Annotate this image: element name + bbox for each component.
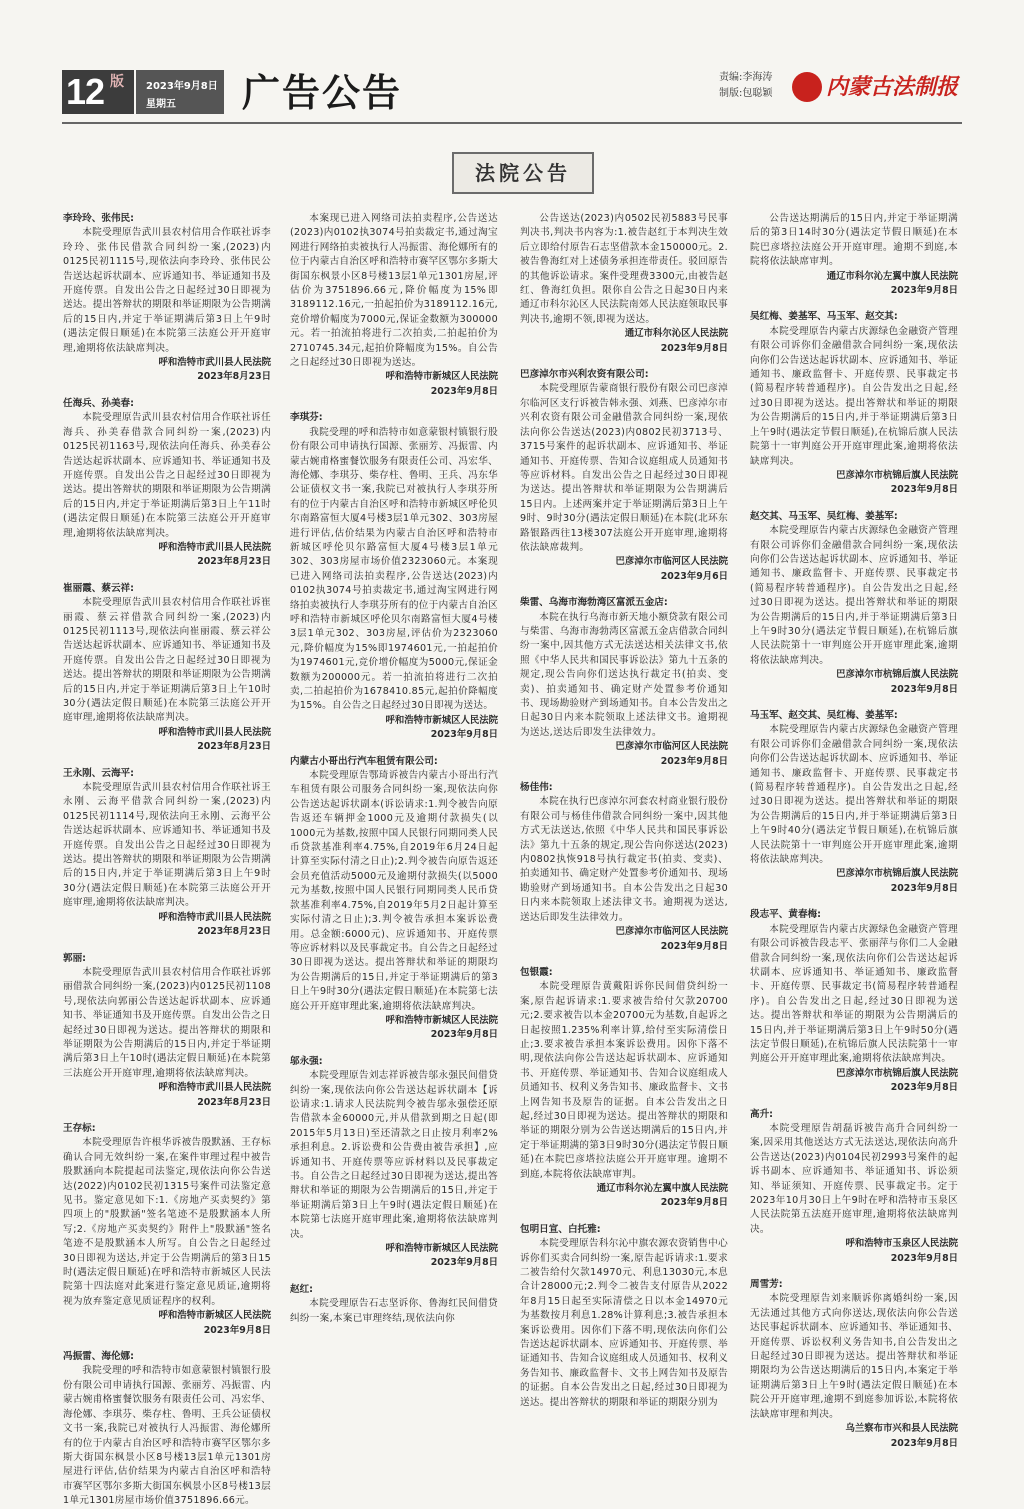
notice-body: 本案现已进入网络司法拍卖程序,公告送达(2023)内0102执3074号拍卖裁定书,通过淘宝网进行网络拍卖被执行人冯振雷、海伦娜所有的位于内蒙古自治区呼和浩特市赛罕区鄂尔多斯大街国东枫景小区8号楼13层1单元1301房屋,评估价为3751896.66元,降价幅度为15%即3189112.16元,一拍起拍价为3189112.16元,竞价增价幅度为7000元,保证金数额为300000元。若一拍流拍将进行二次拍卖,二拍起拍价为2710745.34元,起拍价降幅度为15%。自公告之日起经过30日即视为送达。 — [290, 213, 498, 369]
notice-party: 内蒙古小哥出行汽车租赁有限公司: — [290, 755, 438, 767]
court-notice — [750, 709, 958, 896]
editor-credits — [719, 70, 772, 102]
court-notice — [63, 212, 271, 385]
notice-body: 我院受理的呼和浩特市如意蒙银村镇银行股份有限公司申请执行国源、张丽芳、冯振雷、内蒙古婉甫格蜜餐饮服务有限责任公司、冯宏华、海伦娜、李琪芬、柴存柱、鲁明、王兵公证债权文书一案,我院已对被执行人冯振雷、海伦娜所有的位于内蒙古自治区呼和浩特市赛罕区鄂尔多斯大街国东枫景小区8号楼13层1单元1301房屋进行评估,估价结果为内蒙古自治区呼和浩特市赛罕区鄂尔多斯大街国东枫景小区8号楼13层1单元1301房屋市场价值3751896.66元。 — [63, 1365, 271, 1507]
notice-date: 2023年8月23日 — [197, 741, 271, 753]
notice-date: 2023年9月8日 — [203, 1324, 271, 1336]
notice-party: 李玲玲、张伟民: — [63, 213, 134, 224]
notice-column-2 — [290, 212, 498, 1480]
court-notice — [520, 596, 728, 769]
newspaper-logo — [792, 70, 992, 102]
notice-party: 王存标: — [63, 1122, 96, 1134]
notice-court: 巴彦淖尔市临河区人民法院 — [615, 741, 728, 753]
notice-court: 乌兰察布市兴和县人民法院 — [845, 1423, 958, 1435]
notice-court: 呼和浩特市武川县人民法院 — [158, 726, 271, 738]
notice-court: 通辽市科尔沁左翼中旗人民法院 — [826, 270, 958, 282]
notice-body: 本院受理原告蒙商银行股份有限公司巴彦淖尔临河区支行诉被告韩永强、刘燕、巴彦淖尔市兴利农资有限公司金融借款合同纠纷一案,现依法向你公告送达(2023)内0802民初3713号、3715号案件的起诉状副本、应诉通知书、举证通知书、开庭传票、告知合议庭组成人员通知书等应诉材料。自发出公告之日起经过30日即视为送达。提出答辩状和举证期限为公告期满后15日内。上述两案并定于举证期满后第3日上午9时、9时30分(遇法定假日顺延)在本院(北环东路银路西往13楼307法庭公开开庭审理,逾期将依法缺席裁判。 — [520, 383, 728, 553]
logo-emblem-icon — [792, 72, 822, 102]
banner-title: 法院公告 — [475, 161, 571, 185]
notice-date: 2023年9月8日 — [890, 1252, 958, 1264]
page-number-box — [62, 70, 134, 114]
notice-court: 通辽市科尔沁左翼中旗人民法院 — [596, 1183, 728, 1194]
notice-court: 巴彦淖尔市杭锦后旗人民法院 — [836, 669, 958, 681]
notice-column-4 — [750, 212, 958, 1480]
notice-date: 2023年9月8日 — [430, 385, 498, 397]
notice-body: 公告送达期满后的15日内,并定于举证期满后的第3日14时30分(遇法定节假日顺延)在本院巴彦塔拉法庭公开开庭审理。逾期不到庭,本院将依法缺席审判。 — [750, 213, 958, 268]
notice-body: 本院在执行乌海市新天地小额贷款有限公司与柴雷、乌海市海勃湾区富派五金店借款合同纠纷一案中,因其他方式无法送达相关法律文书,依照《中华人民共和国民事诉讼法》第九十五条的规定,现公告向你们送达执行裁定书(拍卖、变卖)、拍卖通知书、确定财产处置参考价通知书、现场勘验财产到场通知书。自本公告发出之日起30日内来本院领取上述法律文书。逾期视为送达,送达后即发生法律效力。 — [520, 611, 728, 738]
notice-court: 呼和浩特市新城区人民法院 — [385, 714, 498, 726]
notice-body: 公告送达(2023)内0502民初5883号民事判决书,判决书内容为:1.被告赵红于本判决生效后立即给付原告石志坚借款本金150000元。2.被告鲁海红对上述债务承担连带责任。驳回原告的其他诉讼请求。案件受理费3300元,由被告赵红、鲁海红负担。限你自公告之日起30日内来通辽市科尔沁区人民法院南郊人民法庭领取民事判决书,逾期不领,即视为送达。 — [520, 213, 728, 325]
court-notice — [290, 411, 498, 742]
notice-body: 本院受理原告科尔沁中旗农源农资销售中心诉你们买卖合同纠纷一案,原告起诉请求:1.要求二被告给付欠款14970元、利息13030元,本息合计28000元;2.判令二被告支付原告从2022年8月15日起至实际清偿之日以本金14970元为基数按月利息1.28%计算利息;3.被告承担本案诉讼费用。因你们下落不明,现依法向你们公告送达起诉状副本、应诉通知书、开庭传票、举证通知书、告知合议庭组成人员通知书、权利义务告知书、廉政监督卡、文书上网告知书及原告的证据。自本公告发出之日起,经过30日即视为送达。提出答辩状的期限和举证的期限分别为 — [520, 1238, 728, 1408]
notice-column-3 — [520, 212, 728, 1480]
notice-date: 2023年9月8日 — [890, 882, 958, 894]
notice-date: 2023年9月8日 — [660, 1197, 728, 1209]
notice-party: 崔丽霞、蔡云祥: — [63, 582, 134, 594]
court-notice — [290, 1055, 498, 1271]
court-notice — [520, 1223, 728, 1410]
notice-court: 巴彦淖尔市杭锦后旗人民法院 — [836, 868, 958, 880]
notice-body: 本院受理原告武川县农村信用合作联社诉任海兵、孙美春借款合同纠纷一案,(2023)内0125民初1163号,现依法向任海兵、孙美春公告送达起诉状副本、应诉通知书、举证通知书及开庭传票。自发出公告之日起经过30日即视为送达。提出答辩状的期限和举证期限为公告期满后的15日内,并定于举证期满后第3日上午11时(遇法定假日顺延)在本院第三法庭公开开庭审理,逾期将依法缺席判决。 — [63, 412, 271, 539]
date-box — [136, 70, 224, 114]
notice-court: 呼和浩特市新城区人民法院 — [385, 1014, 498, 1026]
notice-court: 巴彦淖尔市杭锦后旗人民法院 — [836, 469, 958, 481]
notice-body: 本院受理原告武川县农村信用合作联社诉李玲玲、张伟民借款合同纠纷一案,(2023)内0125民初1115号,现依法向李玲玲、张伟民公告送达起诉状副本、应诉通知书、举证通知书及开庭传票。自发出公告之日起经过30日即视为送达。提出答辩状的期限和举证期限为公告期满后的15日内,并定于举证期满后第3日上午9时(遇法定假日顺延)在本院第三法庭公开开庭审理,逾期将依法缺席判决。 — [63, 227, 271, 354]
court-notice — [63, 397, 271, 570]
notice-date: 2023年8月23日 — [197, 556, 271, 568]
notice-date: 2023年9月8日 — [430, 1029, 498, 1041]
notice-body: 我院受理的呼和浩特市如意蒙银村镇银行股份有限公司申请执行国源、张丽芳、冯振雷、内蒙古婉甫格蜜餐饮服务有限责任公司、冯宏华、海伦娜、李琪芬、柴存柱、鲁明、王兵、冯东华公证债权文书一案,我院已对被执行人李琪芬所有的位于内蒙古自治区呼和浩特市新城区呼伦贝尔南路富恒大厦4号楼3层1单元302、303房屋进行评估,估价结果为内蒙古自治区呼和浩特市新城区呼伦贝尔路富恒大厦4号楼3层1单元302、303房屋市场价值2323060元。本案现已进入网络司法拍卖程序,公告送达(2023)内0102执3074号拍卖裁定书,通过淘宝网进行网络拍卖被执行人李琪芬所有的位于内蒙古自治区呼和浩特市新城区呼伦贝尔南路富恒大厦4号楼3层1单元302、303房屋,评估价为2323060元,降价幅度为15%即1974601元,一拍起拍价为1974601元,竞价增价幅度为5000元,保证金数额为200000元。若一拍流拍将进行二次拍卖,二拍起拍价为1678410.85元,起拍价降幅度为15%。自公告之日起经过30日即视为送达。 — [290, 426, 498, 712]
notice-body: 本院受理原告石志坚诉你、鲁海红民间借贷纠纷一案,本案已审理终结,现依法向你 — [290, 1298, 498, 1324]
notice-date: 2023年8月23日 — [197, 1096, 271, 1108]
notice-party: 巴彦淖尔市兴利农资有限公司: — [520, 369, 649, 381]
notice-date: 2023年9月6日 — [660, 570, 728, 582]
court-notice — [520, 781, 728, 954]
notice-party: 段志平、黄春梅: — [750, 909, 821, 921]
notice-court: 呼和浩特市武川县人民法院 — [158, 911, 271, 923]
court-notice — [750, 1278, 958, 1451]
notice-party: 包银霞: — [520, 966, 553, 978]
court-notice — [750, 908, 958, 1095]
notice-party: 高升: — [750, 1108, 774, 1120]
court-notice — [520, 966, 728, 1211]
notice-court: 呼和浩特市新城区人民法院 — [158, 1310, 271, 1322]
notice-date: 2023年8月23日 — [197, 926, 271, 938]
notice-party: 杨佳伟: — [520, 782, 553, 794]
notice-court: 呼和浩特市武川县人民法院 — [158, 357, 271, 369]
notice-body: 本院受理原告内蒙古庆源绿色金融资产管理有限公司诉你们金融借款合同纠纷一案,现依法向你们公告送达起诉状副本、应诉通知书、举证通知书、廉政监督卡、开庭传票、民事裁定书(简易程序转普通程序)。自公告发出之日起,经过30日即视为送达。提出答辩状和举证的期限为公告期满后的15日内,并于举证期满后第3日上午9时(遇法定节假日顺延),在杭锦后旗人民法院第十一审判庭公开开庭审理此案,逾期将依法缺席判决。 — [750, 325, 958, 467]
notice-court: 巴彦淖尔市临河区人民法院 — [615, 926, 728, 938]
notice-body: 本院受理原告刘来顺诉你离婚纠纷一案,因无法通过其他方式向你送达,现依法向你公告送达民事起诉状副本、应诉通知书、举证通知书、开庭传票、诉讼权利义务告知书,自公告发出之日起经过30日即视为送达。提出答辩状和举证期限均为公告送达期满后的15日内,本案定于举证期满后第3日上午9时(遇法定假日顺延)在本院公开开庭审理,逾期不到庭参加诉讼,本院将依法缺席审理和判决。 — [750, 1293, 958, 1420]
notice-party: 赵红: — [290, 1283, 314, 1295]
notice-date: 2023年9月8日 — [430, 1257, 498, 1269]
notice-body: 本院受理原告胡磊诉被告高升合同纠纷一案,因采用其他送达方式无法送达,现依法向高升公告送达(2023)内0104民初2993号案件的起诉书副本、应诉通知书、举证通知书、诉讼须知、举证须知、开庭传票、民事裁定书。定于2023年10月30日上午9时在呼和浩特市玉泉区人民法院第五法庭开庭审理,逾期将依法缺席判决。 — [750, 1122, 958, 1235]
court-notice — [290, 212, 498, 399]
notice-date: 2023年9月8日 — [660, 342, 728, 354]
notice-party: 王永刚、云海平: — [63, 767, 134, 779]
notice-column-1 — [63, 212, 271, 1507]
court-notice — [290, 1283, 498, 1326]
court-notice — [290, 755, 498, 1043]
notice-body: 本院受理原告内蒙古庆源绿色金融资产管理有限公司诉你们金融借款合同纠纷一案,现依法向你们公告送达起诉状副本、应诉通知书、举证通知书、廉政监督卡、开庭传票、民事裁定书(简易程序转普通程序)。自公告发出之日起,经过30日即视为送达。提出答辩状和举证的期限为公告期满后的15日内,并于举证期满后第3日上午9时40分(遇法定节假日顺延),在杭锦后旗人民法院第十一审判庭公开开庭审理此案,逾期将依法缺席判决。 — [750, 724, 958, 866]
notice-date: 2023年9月8日 — [890, 1082, 958, 1094]
editor-line: 责编:李海涛 — [719, 72, 773, 83]
court-notice — [750, 310, 958, 497]
notice-court: 呼和浩特市玉泉区人民法院 — [845, 1238, 958, 1250]
notice-court: 巴彦淖尔市杭锦后旗人民法院 — [836, 1067, 958, 1079]
court-notice — [63, 767, 271, 940]
notice-body: 本院受理原告鄂琦诉被告内蒙古小哥出行汽车租赁有限公司服务合同纠纷一案,现依法向你公告送达起诉状副本(诉讼请求:1.判令被告向原告返还车辆押金1000元及逾期付款损失(以1000元为基数,按照中国人民银行同期同类人民币贷款基准利率4.75%,自2019年6月24日起计算至实际付清之日止);2.判令被告向原告返还会员充值活动5000元及逾期付款损失(以5000元为基数,按照中国人民银行同期同类人民币贷款基准利率4.75%,自2019年5月2日起计算至实际付清之日止);3.判令被告承担本案诉讼费用。总金额:6000元)、应诉通知书、开庭传票等应诉材料以及民事裁定书。自公告之日起经过30日即视为送达。提出答辩状和举证的期限均为公告期满后的15日,并定于举证期满后的第3日上午9时30分(遇法定假日顺延)在本院第七法庭公开开庭审理此案,逾期将依法缺席判决。 — [290, 770, 498, 1012]
notice-body: 本院受理原告内蒙古庆源绿色金融资产管理有限公司诉你们金融借款合同纠纷一案,现依法向你们公告送达起诉状副本、应诉通知书、举证通知书、廉政监督卡、开庭传票、民事裁定书(简易程序转普通程序)。自公告发出之日起,经过30日即视为送达。提出答辩状和举证的期限为公告期满后的15日内,并于举证期满后第3日上午9时30分(遇法定节假日顺延),在杭锦后旗人民法院第十一审判庭公开开庭审理此案,逾期将依法缺席判决。 — [750, 525, 958, 666]
notice-body: 本院受理原告武川县农村信用合作联社诉王永刚、云海平借款合同纠纷一案,(2023)内0125民初1114号,现依法向王永刚、云海平公告送达起诉状副本、应诉通知书、举证通知书及开庭传票。自发出公告之日起经过30日即视为送达。提出答辩状的期限和举证期限为公告期满后的15日内,并定于举证期满后第3日上午9时30分(遇法定假日顺延)在本院第三法庭公开开庭审理,逾期将依法缺席判决。 — [63, 782, 271, 909]
header-divider — [62, 122, 962, 124]
notice-body: 本院受理原告黄戴阳诉你民间借贷纠纷一案,原告起诉请求:1.要求被告给付欠款20700元;2.要求被告以本金20700元为基数,自起诉之日起按照1.235%利率计算,给付至实际清偿日止;3.要求被告承担本案诉讼费用。因你下落不明,现依法向你公告送达起诉状副本、应诉通知书、开庭传票、举证通知书、告知合议庭组成人员通知书、权利义务告知书、廉政监督卡、文书上网告知书及原告的证据。自本公告发出之日起,经过30日即视为送达。提出答辩状的期限和举证的期限分别为公告送达期满后的15日内,并定于举证期满的第3日9时30分(遇法定节假日顺延)在本院巴彦塔拉法庭公开开庭审理。逾期不到庭,本院将依法缺席审判。 — [520, 981, 728, 1180]
notice-party: 柴雷、乌海市海勃湾区富派五金店: — [520, 597, 668, 609]
notice-body: 本院受理原告刘志祥诉被告邬永强民间借贷纠纷一案,现依法向你公告送达起诉状副本【诉讼请求:1.请求人民法院判令被告邬永强偿还原告借款本金60000元,并从借款到期之日起(即2015年5月13日)至还清款之日止按月利率2%承担利息。2.诉讼费和公告费由被告承担】,应诉通知书、开庭传票等应诉材料以及民事裁定书。自公告之日起经过30日即视为送达,提出答辩状和举证的期限为公告期满后的15日,并定于举证期满后第3日上午9时(遇法定假日顺延)在本院第七法庭开庭审理此案,逾期将依法缺席判决。 — [290, 1070, 498, 1240]
notice-party: 赵交其、马玉军、吴红梅、姜基军: — [750, 510, 898, 522]
notice-date: 2023年9月8日 — [430, 729, 498, 741]
page-header — [62, 66, 962, 124]
notice-date: 2023年9月8日 — [890, 1437, 958, 1449]
notice-party: 任海兵、孙美春: — [63, 397, 134, 409]
court-notice — [63, 1122, 271, 1338]
notice-party: 邬永强: — [290, 1055, 323, 1067]
section-banner — [452, 152, 594, 194]
issue-date: 2023年9月8日 — [146, 81, 218, 92]
court-notice — [750, 212, 958, 298]
notice-party: 李琪芬: — [290, 412, 323, 424]
court-notice — [520, 212, 728, 356]
notice-court: 呼和浩特市新城区人民法院 — [385, 1243, 498, 1255]
notice-date: 2023年8月23日 — [197, 371, 271, 383]
notice-court: 呼和浩特市武川县人民法院 — [158, 1082, 271, 1094]
notice-party: 周雪芳: — [750, 1279, 783, 1291]
notice-body: 本院受理原告武川县农村信用合作联社诉郭丽借款合同纠纷一案,(2023)内0125民初1108号,现依法向郭丽公告送达起诉状副本、应诉通知书、举证通知书及开庭传票。自发出公告之日起经过30日即视为送达。提出答辩状的期限和举证期限为公告期满后的15日内,并定于举证期满后第3日上午10时(遇法定假日顺延)在本院第三法庭公开开庭审理,逾期将依法缺席判决。 — [63, 966, 271, 1079]
producer-line: 制版:包聪颖 — [719, 88, 773, 99]
notice-court: 通辽市科尔沁区人民法院 — [624, 328, 728, 340]
notice-date: 2023年9月8日 — [890, 484, 958, 496]
notice-party: 郭丽: — [63, 952, 87, 964]
court-notice — [520, 368, 728, 584]
notice-court: 巴彦淖尔市临河区人民法院 — [615, 556, 728, 568]
issue-weekday: 星期五 — [146, 99, 176, 110]
notice-date: 2023年9月8日 — [660, 940, 728, 952]
notice-party: 吴红梅、姜基军、马玉军、赵交其: — [750, 311, 898, 323]
notice-body: 本院在执行巴彦淖尔河套农村商业银行股份有限公司与杨佳伟借款合同纠纷一案中,因其他方式无法送达,依照《中华人民共和国民事诉讼法》第九十五条的规定,现公告向你送达(2023)内0802执恢918号执行裁定书(拍卖、变卖)、拍卖通知书、确定财产处置参考价通知书、现场勘验财产到场通知书。自本公告发出之日起30日内来本院领取上述法律文书。逾期视为送达,送达后即发生法律效力。 — [520, 796, 728, 923]
notice-body: 本院受理原告许根华诉被告殷默涵、王存标确认合同无效纠纷一案,在案件审理过程中被告殷默涵向本院提起司法鉴定,现依法向你公告送达(2022)内0102民初1315号案件司法鉴定意见书。鉴定意见如下:1.《房地产买卖契约》第四项上的"殷默涵"签名笔迹不是殷默涵本人所写;2.《房地产买卖契约》附件上"殷默涵"签名笔迹不是殷默涵本人所写。自公告之日起经过30日即视为送达,并定于公告期满后的第3日15时(遇法定假日顺延)在呼和浩特市新城区人民法院第十四法庭对此案进行鉴定意见质证,逾期将视为放弃鉴定意见质证程序的权利。 — [63, 1137, 271, 1307]
notice-body: 本院受理原告武川县农村信用合作联社诉崔丽霞、蔡云祥借款合同纠纷一案,(2023)内0125民初1113号,现依法向崔丽霞、蔡云祥公告送达起诉状副本、应诉通知书、举证通知书及开庭传票。自发出公告之日起经过30日即视为送达。提出答辩状的期限和举证期限为公告期满后的15日内,并定于举证期满后第3日上午10时30分(遇法定假日顺延)在本院第三法庭公开开庭审理,逾期将依法缺席判决。 — [63, 597, 271, 724]
court-notice — [63, 582, 271, 755]
newspaper-name: 内蒙古法制报 — [826, 74, 959, 100]
section-title: 广告公告 — [242, 70, 403, 115]
notice-court: 呼和浩特市新城区人民法院 — [385, 371, 498, 383]
notice-body: 本院受理原告内蒙古庆源绿色金融资产管理有限公司诉被告段志平、张丽萍与你们二人金融借款合同纠纷一案,现依法向你们公告送达起诉状副本、应诉通知书、举证通知书、廉政监督卡、开庭传票、民事裁定书(简易程序转普通程序)。自公告发出之日起,经过30日即视为送达。提出答辩状和举证的期限为公告期满后的15日内,并于举证期满后第3日上午9时50分(遇法定节假日顺延),在杭锦后旗人民法院第十一审判庭公开开庭审理此案,逾期将依法缺席判决。 — [750, 923, 958, 1065]
notice-party: 冯振雷、海伦娜: — [63, 1351, 134, 1363]
court-notice — [750, 510, 958, 697]
page-suffix: 版 — [110, 74, 124, 90]
court-notice — [63, 952, 271, 1110]
court-notice — [63, 1350, 271, 1508]
page-number: 12 — [66, 71, 105, 112]
notice-party: 马玉军、赵交其、吴红梅、姜基军: — [750, 710, 898, 721]
notice-date: 2023年9月8日 — [890, 683, 958, 695]
notice-court: 呼和浩特市武川县人民法院 — [158, 541, 271, 553]
notice-date: 2023年9月8日 — [890, 285, 958, 297]
court-notice — [750, 1108, 958, 1266]
notice-date: 2023年9月8日 — [660, 755, 728, 767]
notice-party: 包明日宣、白托雅: — [520, 1223, 601, 1235]
